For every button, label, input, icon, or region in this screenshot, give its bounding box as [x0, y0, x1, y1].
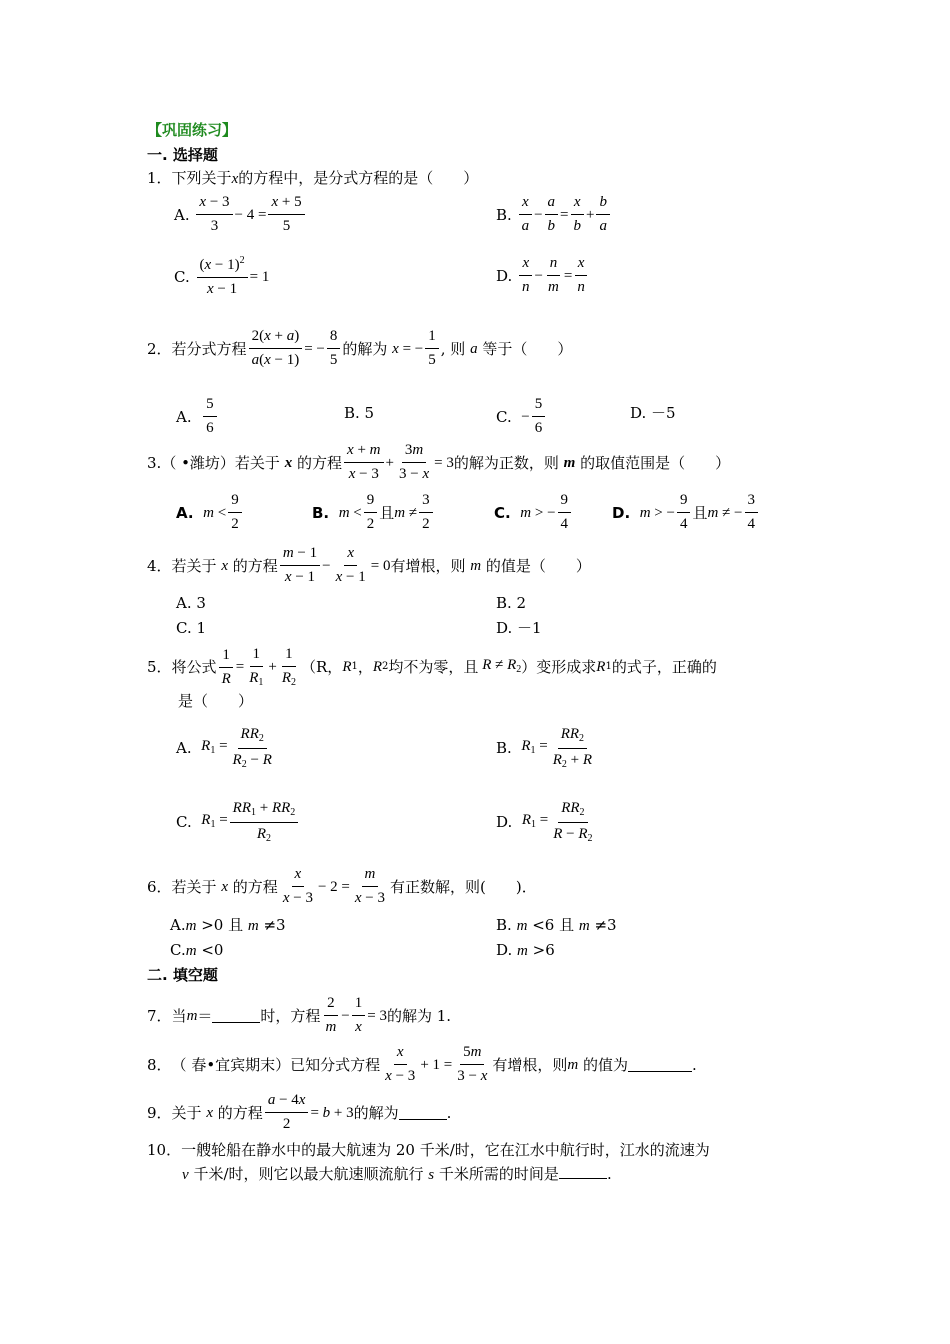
answer-blank[interactable] — [399, 1105, 447, 1120]
question-5-continued: 是（ ） — [178, 692, 254, 710]
q4-option-b[interactable]: B. 2 — [496, 594, 527, 612]
question-8: 8． （ 春•宜宾期末）已知分式方程 $\frac{x}{x - 3}$ + 1 = $\frac{5m}{3 - x}$ 有增根，则 m 的值为 . — [147, 1044, 697, 1085]
question-number: 9． — [147, 1103, 172, 1122]
answer-blank[interactable] — [212, 1008, 260, 1023]
question-1: 1．下列关于x的方程中，是分式方程的是（ ） — [147, 169, 479, 187]
q6-option-b[interactable]: B. m <6 且 m ≠3 — [496, 916, 617, 934]
q1-option-c[interactable]: C. $\frac{(x - 1)^2}{x - 1}$ = 1 — [174, 255, 270, 298]
q3-option-b[interactable]: B. m < $\frac{9}{2}$ 且 m ≠ $\frac{3}{2}$ — [312, 492, 435, 534]
q5-option-b[interactable]: B. $R_1$ = $\frac{RR_2}{R_2 + R}$ — [496, 726, 593, 770]
section-title-choice: 一. 选择题 — [147, 146, 218, 164]
q3-option-a[interactable]: A. m < $\frac{9}{2}$ — [176, 492, 244, 534]
q5-option-a[interactable]: A. $R_1$ = $\frac{RR_2}{R_2 - R}$ — [176, 726, 272, 770]
q4-option-c[interactable]: C. 1 — [176, 619, 207, 637]
q1-option-d[interactable]: D. $\frac{x}{n}$ − $\frac{n}{m}$ = $\frac{x}{n}$ — [496, 255, 590, 297]
question-number: 8． — [147, 1055, 172, 1074]
answer-blank[interactable] — [628, 1057, 692, 1072]
question-number: 1． — [147, 169, 172, 187]
q2-option-b[interactable]: B. 5 — [344, 404, 375, 422]
q4-option-a[interactable]: A. 3 — [176, 594, 206, 612]
question-9: 9． 关于 x 的方程 $\frac{a - 4x}{2}$ = b + 3 的解为 . — [147, 1092, 452, 1133]
question-number: 10． — [147, 1141, 182, 1159]
q6-option-a[interactable]: A.m >0 且 m ≠3 — [170, 916, 286, 934]
q6-option-d[interactable]: D. m >6 — [496, 941, 555, 959]
answer-blank[interactable] — [559, 1164, 607, 1179]
q2-option-a[interactable]: A. $\frac{5}{6}$ — [176, 396, 219, 438]
question-6: 6． 若关于 x 的方程 $\frac{x}{x - 3}$ − 2 = $\frac{m}{x - 3}$ 有正数解，则( )． — [147, 866, 537, 907]
question-3: 3. （ •潍坊）若关于 x 的方程 $\frac{x + m}{x - 3}$ + $\frac{3m}{3 - x}$ = 3 的解为正数，则 m 的取值范围是（ ） — [147, 442, 731, 483]
q2-option-d[interactable]: D. －5 — [630, 404, 676, 422]
question-number: 5． — [147, 658, 172, 677]
q1-option-a[interactable]: A. $\frac{x - 3}{3}$ − 4 = $\frac{x + 5}{5}$ — [174, 194, 307, 236]
q5-option-c[interactable]: C. $R_1$ = $\frac{RR_1 + RR_2}{R_2}$ — [176, 800, 300, 844]
question-4: 4． 若关于 x 的方程 $\frac{m - 1}{x - 1}$ − $\frac{x}{x - 1}$ = 0 有增根，则 m 的值是（ ） — [147, 545, 591, 586]
q3-option-d[interactable]: D. m > − $\frac{9}{4}$ 且 m ≠ − $\frac{3}{4}$ — [612, 492, 760, 534]
question-5: 5． 将公式 $\frac{1}{R}$ = $\frac{1}{R_1}$ + $\frac{1}{R_2}$ （R， R 1 ， R 2 均不为零，且 $R \ne R_2$ ）变形成求 R 1 的式子，正确的 — [147, 646, 717, 689]
q6-option-c[interactable]: C.m <0 — [170, 941, 224, 959]
question-number: 6． — [147, 877, 172, 896]
q2-option-c[interactable]: C. − $\frac{5}{6}$ — [496, 396, 547, 438]
question-10-line-2: v 千米/时，则它以最大航速顺流航行 s 千米所需的时间是 . — [182, 1165, 612, 1183]
q4-option-d[interactable]: D. －1 — [496, 619, 542, 637]
question-number: 7． — [147, 1006, 172, 1025]
question-number: 4． — [147, 556, 172, 575]
section-header: 【巩固练习】 — [147, 121, 238, 139]
q3-option-c[interactable]: C. m > − $\frac{9}{4}$ — [494, 492, 573, 534]
question-2: 2． 若分式方程 $\frac{2(x + a)}{a(x - 1)}$ = − $\frac{8}{5}$ 的解为 x = − $\frac{1}{5}$ , 则 a 等于（ ） — [147, 328, 573, 369]
section-title-fill: 二. 填空题 — [147, 966, 218, 984]
question-10: 10．一艘轮船在静水中的最大航速为 20 千米/时，它在江水中航行时，江水的流速为 — [147, 1141, 710, 1159]
q1-option-b[interactable]: B. $\frac{x}{a}$ − $\frac{a}{b}$ = $\frac{x}{b}$ + $\frac{b}{a}$ — [496, 194, 612, 236]
question-number: 2． — [147, 339, 172, 358]
q5-option-d[interactable]: D. $R_1$ = $\frac{RR_2}{R - R_2}$ — [496, 800, 593, 844]
question-7: 7． 当 m ＝ 时，方程 $\frac{2}{m}$ − $\frac{1}{x}$ = 3 的解为 1. — [147, 995, 452, 1036]
question-number: 3. — [147, 453, 162, 472]
